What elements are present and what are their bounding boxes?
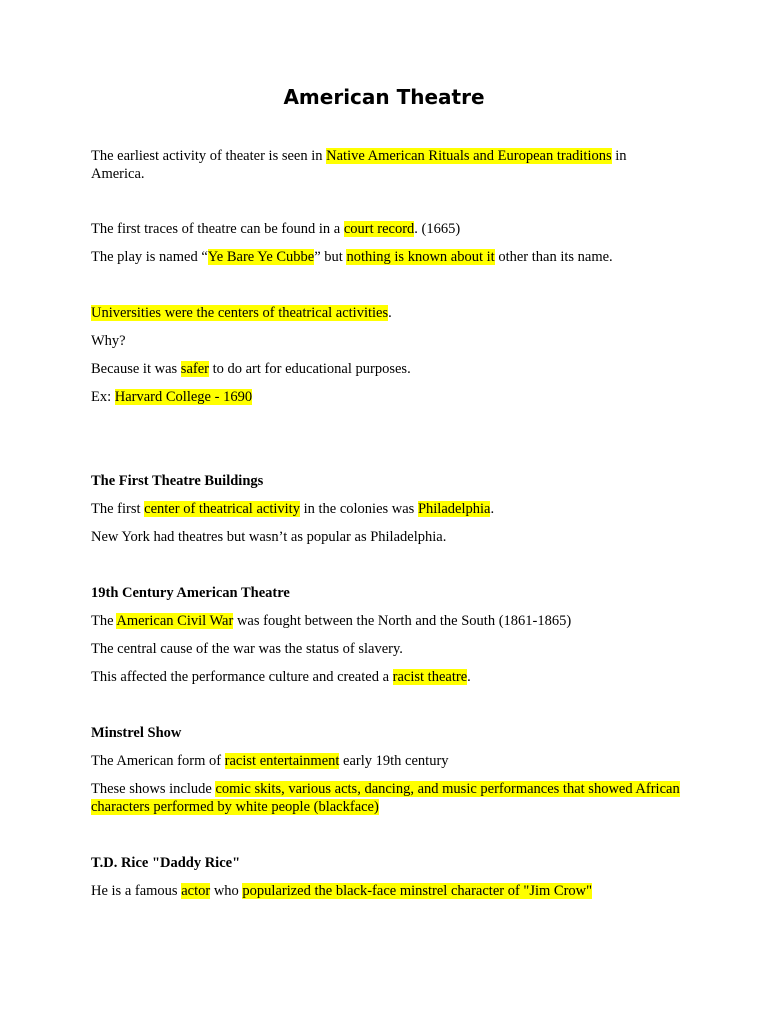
highlighted-text: racist theatre [392, 669, 468, 685]
highlighted-text: safer [180, 361, 209, 377]
highlighted-text: Philadelphia [417, 501, 491, 517]
text-run: The first [91, 501, 145, 517]
highlighted-text: popularized the black-face minstrel character of "Jim Crow" [242, 883, 593, 899]
paragraph-earliest-activity [91, 147, 681, 183]
section-heading-td-rice [91, 854, 681, 872]
text-run: to do art for educational purposes. [208, 361, 411, 377]
paragraph-first-traces [91, 220, 681, 238]
highlighted-text: court record [343, 221, 415, 237]
heading-text: Minstrel Show [91, 725, 182, 741]
section-heading-first-theatre-buildings [91, 472, 681, 490]
paragraph-central-cause [91, 640, 681, 658]
highlighted-text: Native American Rituals and European traditions [326, 148, 612, 164]
text-run: Ex: [91, 389, 115, 405]
text-run: . [388, 305, 392, 321]
text-run: . [467, 669, 471, 685]
highlighted-text: actor [181, 883, 211, 899]
highlighted-text: Universities were the centers of theatrical activities [91, 305, 389, 321]
text-run: other than its name. [494, 249, 613, 265]
heading-text: 19th Century American Theatre [91, 585, 290, 601]
highlighted-text: center of theatrical activity [144, 501, 300, 517]
highlighted-text: comic skits, various acts, dancing, and music performances that showed African characters performed by white people (blackface) [91, 781, 680, 815]
text-run: The American form of [91, 753, 225, 769]
text-run: The first traces of theatre can be found in a [91, 221, 344, 237]
section-heading-minstrel-show [91, 724, 681, 742]
heading-text: T.D. Rice "Daddy Rice" [91, 855, 241, 871]
text-run: who [210, 883, 243, 899]
highlighted-text: Ye Bare Ye Cubbe [207, 249, 315, 265]
text-run: was fought between the North and the South (1861-1865) [233, 613, 572, 629]
paragraph-because-safer [91, 360, 681, 378]
text-run: Because it was [91, 361, 181, 377]
text-run: . (1665) [414, 221, 461, 237]
text-run: The [91, 613, 117, 629]
text-run: The play is named “ [91, 249, 208, 265]
highlighted-text: Harvard College - 1690 [114, 389, 253, 405]
highlighted-text: American Civil War [116, 613, 234, 629]
paragraph-racist-theatre [91, 668, 681, 686]
text-run: New York had theatres but wasn’t as popular as Philadelphia. [91, 529, 447, 545]
text-run: ” but [314, 249, 347, 265]
text-run: early 19th century [339, 753, 449, 769]
paragraph-racist-entertainment [91, 752, 681, 770]
text-run: in the colonies was [299, 501, 418, 517]
paragraph-universities [91, 304, 681, 322]
heading-text: The First Theatre Buildings [91, 473, 264, 489]
text-run: Why? [91, 333, 126, 349]
section-heading-19th-century [91, 584, 681, 602]
text-run: in America. [91, 148, 627, 182]
paragraph-famous-actor [91, 882, 681, 900]
paragraph-why [91, 332, 681, 350]
highlighted-text: racist entertainment [224, 753, 340, 769]
document-body [91, 147, 681, 900]
highlighted-text: nothing is known about it [346, 249, 495, 265]
text-run: . [490, 501, 495, 517]
text-run: The central cause of the war was the status of slavery. [91, 641, 403, 657]
text-run: He is a famous [91, 883, 182, 899]
paragraph-philadelphia-center [91, 500, 681, 518]
text-run: This affected the performance culture and created a [91, 669, 393, 685]
paragraph-civil-war [91, 612, 681, 630]
document-title: American Theatre [283, 85, 485, 109]
paragraph-example-harvard [91, 388, 681, 406]
paragraph-play-name [91, 248, 681, 266]
paragraph-new-york [91, 528, 681, 546]
text-run: These shows include [91, 781, 216, 797]
text-run: The earliest activity of theater is seen in [91, 148, 327, 164]
paragraph-shows-include [91, 780, 681, 816]
